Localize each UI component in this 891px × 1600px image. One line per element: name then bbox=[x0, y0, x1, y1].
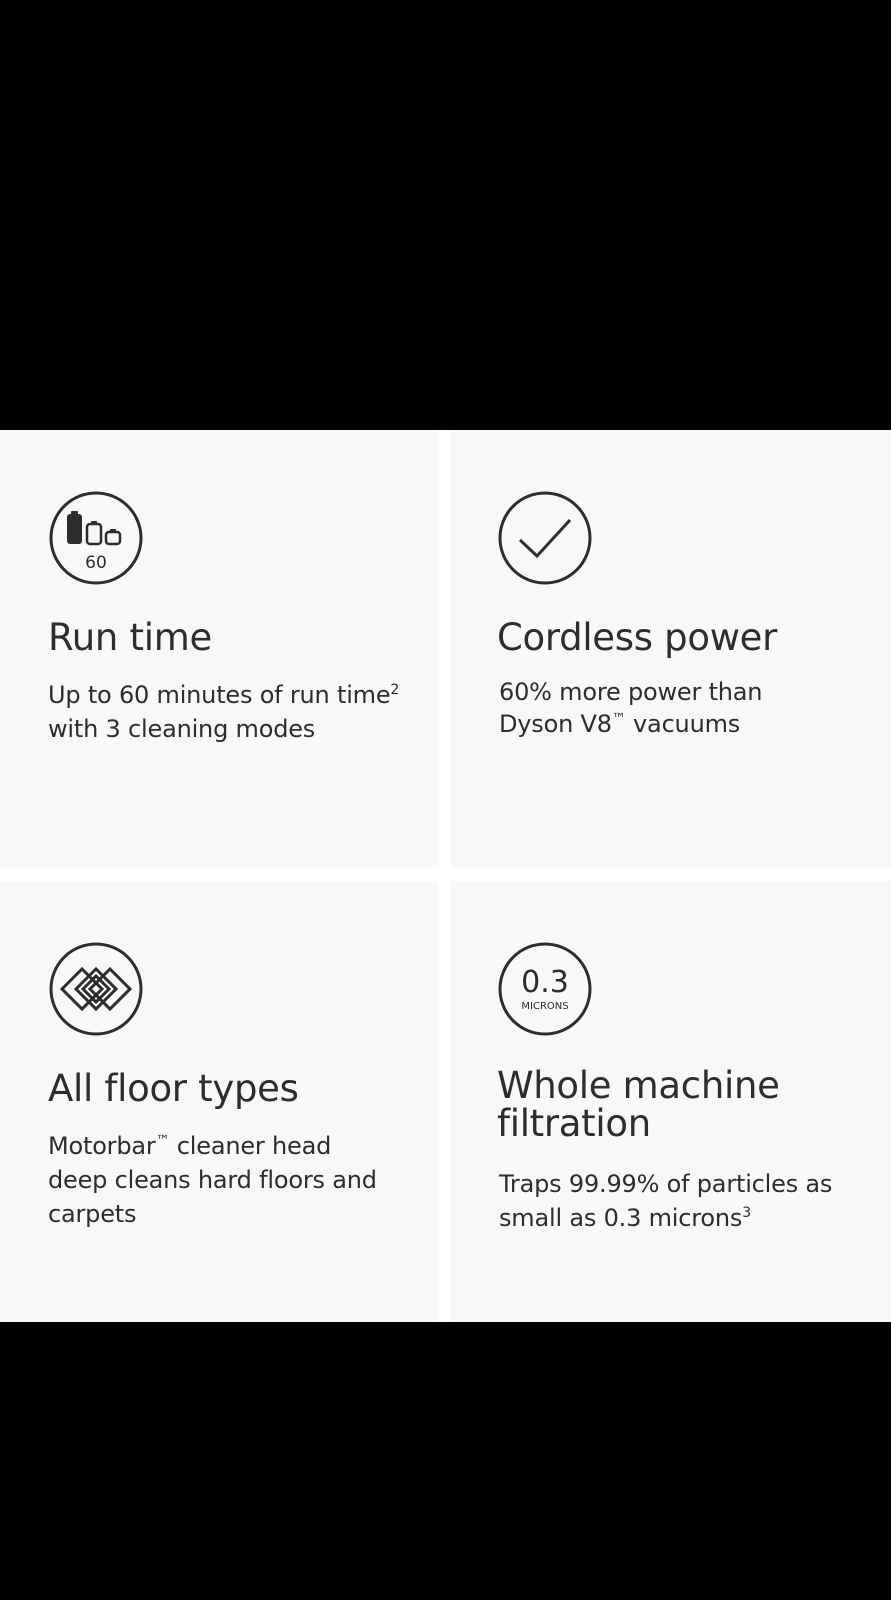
feature-description: Traps 99.99% of particles as small as 0.3 microns$^3$ bbox=[499, 1170, 833, 1232]
feature-title: Whole machine filtration bbox=[497, 1064, 780, 1145]
battery-icon-label: 60 bbox=[85, 553, 107, 573]
feature-card-cordless-power bbox=[451, 430, 891, 868]
microns-value: 0.3 bbox=[521, 965, 569, 1000]
bottom-black-area bbox=[0, 1322, 891, 1600]
feature-title: Run time bbox=[48, 616, 212, 659]
feature-title: Cordless power bbox=[497, 616, 778, 659]
top-black-area bbox=[0, 0, 891, 430]
feature-card-floor-types bbox=[0, 881, 439, 1322]
feature-description: Motorbar™ cleaner head deep cleans hard floors and carpets bbox=[48, 1132, 377, 1228]
feature-card-run-time bbox=[0, 430, 439, 868]
floor-types-icon bbox=[48, 941, 144, 1037]
checkmark-icon bbox=[497, 490, 593, 586]
microns-unit: MICRONS bbox=[521, 1001, 569, 1012]
microns-filter-icon bbox=[497, 941, 593, 1037]
feature-description: 60% more power than Dyson V8™ vacuums bbox=[499, 678, 763, 738]
feature-grid bbox=[0, 430, 891, 1322]
feature-card-filtration bbox=[451, 881, 891, 1322]
feature-description: Up to 60 minutes of run time$^2$ with 3 cleaning modes bbox=[48, 681, 400, 743]
feature-title: All floor types bbox=[48, 1067, 299, 1110]
battery-runtime-icon bbox=[48, 490, 144, 586]
